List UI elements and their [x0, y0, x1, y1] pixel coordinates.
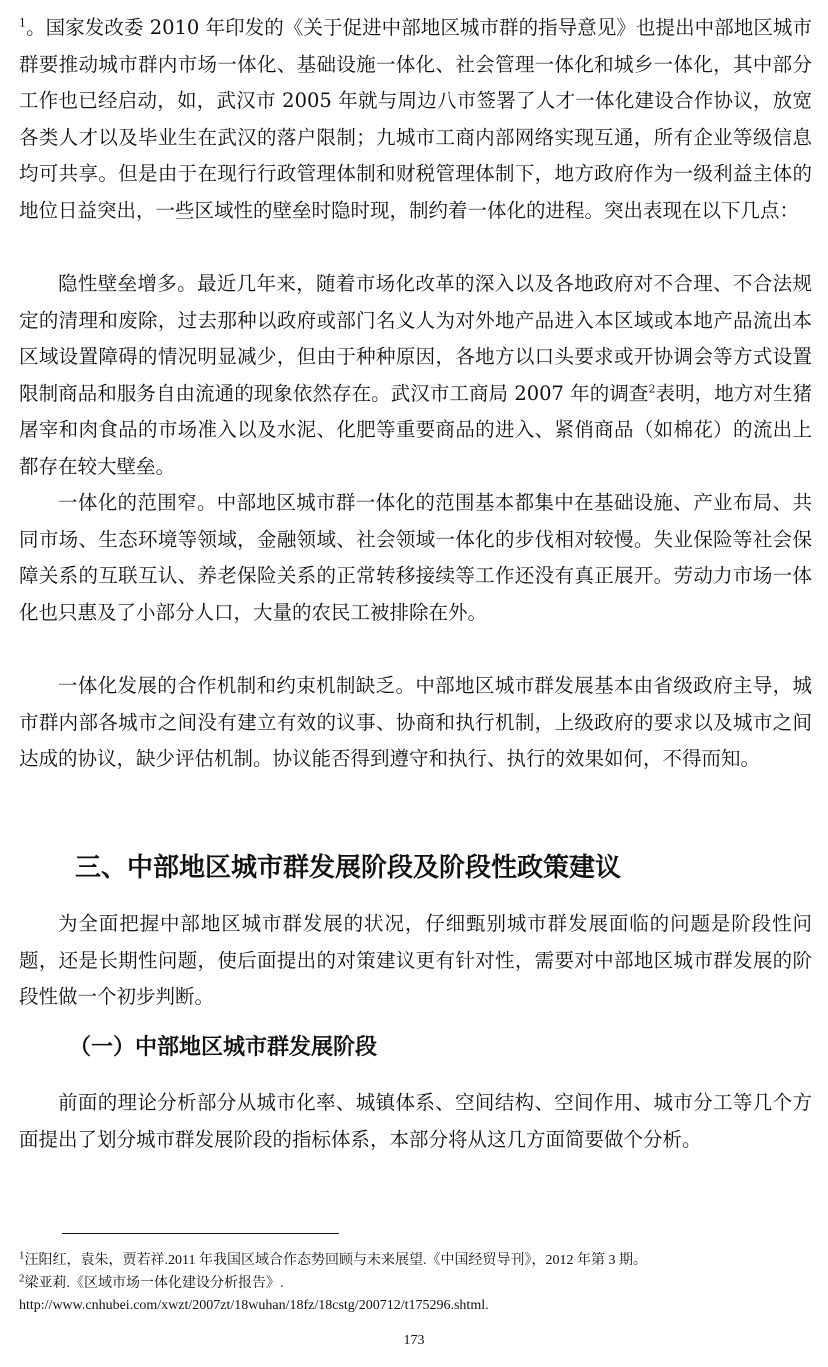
footnote-text: 汪阳红，袁朱，贾若祥.2011 年我国区域合作态势回顾与未来展望.《中国经贸导刊》，2012 年第 3 期。	[24, 1253, 647, 1268]
footnote-link[interactable]: http://www.cnhubei.com/xwzt/2007zt/18wuhan/18fz/18cstg/200712/t175296.shtml.	[19, 1298, 489, 1313]
subsection-paragraph: 前面的理论分析部分从城市化率、城镇体系、空间结构、空间作用、城市分工等几个方面提出了划分城市群发展阶段的指标体系，本部分将从这几方面简要做个分析。	[19, 1091, 812, 1151]
paragraph-text: 表明，地方对生猪屠宰和肉食品的市场准入以及水泥、化肥等重要商品的进入、紧俏商品（如棉花）的流出上都存在较大壁垒。	[19, 381, 812, 478]
paragraph-narrow-scope	[19, 485, 812, 631]
paragraph-hidden-barriers	[19, 266, 812, 485]
footnote-text: 梁亚莉.《区域市场一体化建设分析报告》.	[24, 1275, 284, 1291]
paragraph-cooperation-mechanism	[19, 668, 812, 778]
paragraph-text: 一体化发展的合作机制和约束机制缺乏。中部地区城市群发展基本由省级政府主导，城市群内部各城市之间没有建立有效的议事、协商和执行机制，上级政府的要求以及城市之间达成的协议，缺少评估机制。协议能否得到遵守和执行、执行的效果如何，不得而知。	[19, 674, 812, 770]
section-paragraph: 为全面把握中部地区城市群发展的状况，仔细甄别城市群发展面临的问题是阶段性问题，还是长期性问题，使后面提出的对策建议更有针对性，需要对中部地区城市群发展的阶段性做一个初步判断。	[19, 912, 812, 1008]
footnotes	[19, 1250, 812, 1318]
footnote-mark: 2	[19, 1271, 25, 1284]
footnote-2	[19, 1273, 812, 1296]
page-number: 173	[403, 1333, 425, 1348]
footnote-ref-2[interactable]: 2	[648, 382, 656, 395]
footnote-mark: 1	[19, 1249, 25, 1262]
footnote-separator	[62, 1233, 339, 1234]
continued-paragraph	[19, 10, 812, 229]
paragraph-text: 。国家发改委 2010 年印发的《关于促进中部地区城市群的指导意见》也提出中部地区城市群要推动城市群内市场一体化、基础设施一体化、社会管理一体化和城乡一体化，其中部分工作也已经启动，如，武汉市 2005 年就与周边八市签署了人才一体化建设合作协议，放宽各类人才以及毕业生在武汉的落户限制；九城市工商内部网络实现互通，所有企业等级信息均可共享。但是由于在现行行政管理体制和财税管理体制下，地方政府作为一级利益主体的地位日益突出，一些区域性的壁垒时隐时现，制约着一体化的进程。突出表现在以下几点：	[19, 16, 812, 222]
footnote-ref-1[interactable]: 1	[19, 16, 26, 30]
section-heading: 三、中部地区城市群发展阶段及阶段性政策建议	[75, 853, 622, 883]
paragraph-text: 一体化的范围窄。中部地区城市群一体化的范围基本都集中在基础设施、产业布局、共同市场、生态环境等领域，金融领域、社会领域一体化的步伐相对较慢。失业保险等社会保障关系的互联互认、养老保险关系的正常转移接续等工作还没有真正展开。劳动力市场一体化也只惠及了小部分人口，大量的农民工被排除在外。	[19, 491, 812, 624]
footnote-2-url[interactable]	[19, 1295, 812, 1318]
paragraph-text: 隐性壁垒增多。最近几年来，随着市场化改革的深入以及各地政府对不合理、不合法规定的清理和废除，过去那种以政府或部门名义人为对外地产品进入本区域或本地产品流出本区域设置障碍的情况明显减少，但由于种种原因，各地方以口头要求或开协调会等方式设置限制商品和服务自由流通的现象依然存在。武汉市工商局 2007 年的调查	[19, 272, 812, 405]
subsection-heading: （一）中部地区城市群发展阶段	[69, 1035, 378, 1060]
footnote-1	[19, 1250, 812, 1273]
